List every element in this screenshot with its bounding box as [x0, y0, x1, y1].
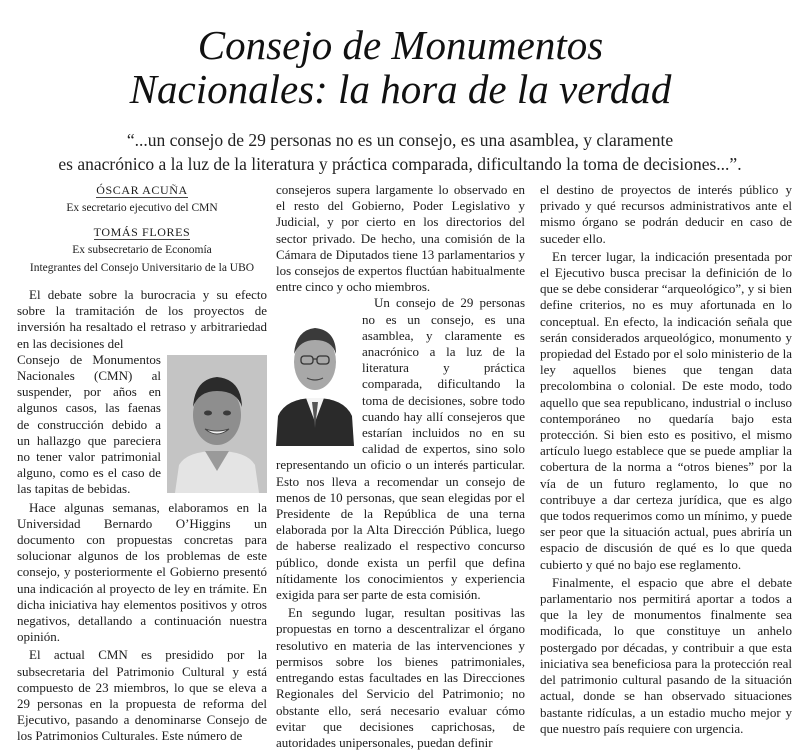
paragraph: Un consejo de 29 personas no es un consejo, es una asamblea, y claramente es anacrónico a la luz de la literatura y práctica comparada, dificultando la toma de decisiones, sobre todo cuando hay allí consejeros que estarían incluidos no en su calidad de expertos, sino solo representando un oficio o un interés particular. Esto nos lleva a recomendar un consejo de menos de 10 personas, que sean elegidas por el Presidente de la República de una terna elaborada por la Alta Dirección Pública, luego de haberse realizado el respectivo concurso público, donde exista un perfil que defina nítidamente los conocimientos y experiencia exigida para ser parte de esta comisión. [276, 295, 525, 603]
column-2 [276, 182, 525, 751]
author-photo-middle [276, 298, 354, 446]
pull-quote-line-1: “...un consejo de 29 personas no es un consejo, es una asamblea, y claramente [126, 130, 674, 150]
authors-affiliation: Integrantes del Consejo Universitario de la UBO [29, 262, 255, 274]
headline-line-2: Nacionales: la hora de la verdad [129, 66, 672, 112]
paragraph: consejeros supera largamente lo observado en el resto del Gobierno, Poder Legislativo y Judicial, y por cierto en los directorios del sector privado. De hecho, una comisión de la Cámara de Diputados tiene 13 parlamentarios y los consejos de expertos fluctúan habitualmente entre cinco y ocho miembros. [276, 182, 525, 295]
author-role-1: Ex secretario ejecutivo del CMN [66, 202, 218, 214]
author-name-1: ÓSCAR ACUÑA [96, 183, 188, 197]
column-1 [17, 182, 267, 745]
column-3 [540, 182, 792, 737]
paragraph: Finalmente, el espacio que abre el debate parlamentario nos permitirá aportar a todos a que la ley de monumentos finalmente sea modificada, lo que constituye un anhelo postergado por décadas, y contribuir a que esta iniciativa sea beneficiosa para la protección real del patrimonio cultural pasando de la situación actual, donde se han observado situaciones bastante ridículas, a un estadio mucho mejor y que nuestro país requiere con urgencia. [540, 574, 792, 736]
paragraph: El actual CMN es presidido por la subsecretaria del Patrimonio Cultural y está compuesto de 23 miembros, lo que se eleva a 29 personas en la propuesta de reforma del Ejecutivo, pasando a denominarse Consejo de los Patrimonios Culturales. Este número de [17, 647, 267, 744]
portrait-oscar-acuna [167, 355, 267, 493]
portrait-tomas-flores [276, 298, 354, 446]
author-role-2: Ex subsecretario de Economía [72, 244, 212, 256]
pull-quote-line-2: es anacrónico a la luz de la literatura y práctica comparada, dificultando la toma de decisiones...”. [58, 154, 742, 174]
author-photo-left [167, 355, 267, 493]
paragraph: Hace algunas semanas, elaboramos en la Universidad Bernardo O’Higgins un documento con propuestas concretas para solucionar algunos de los problemas de este consejo, y posteriormente el Gobierno presentó una indicación al proyecto de ley en trámite. En dicha iniciativa hay elementos positivos y otros negativos, detallando a continuación nuestra opinión. [17, 499, 267, 645]
paragraph: Consejo de Monumentos Nacionales (CMN) al suspender, por años en algunos casos, las faenas de construcción debido a un hallazgo que pareciera no tener valor patrimonial alguno, como es el caso de las tapitas de bebidas. [17, 351, 161, 497]
paragraph: el destino de proyectos de interés público y privado y qué recursos administrativos ante el mismo órgano se podrán deducir en caso de suceder ello. [540, 182, 792, 246]
author-name-2: TOMÁS FLORES [93, 225, 191, 239]
headline-line-1: Consejo de Monumentos [197, 22, 604, 68]
paragraph: El debate sobre la burocracia y su efecto sobre la tramitación de los proyectos de inversión ha resaltado el retraso y arbitrariedad en las decisiones del [17, 287, 267, 351]
paragraph: En tercer lugar, la indicación presentada por el Ejecutivo busca precisar la definición de lo que se debe considerar “arqueológico”, y si bien define criterios, no es muy afortunada en lo conceptual. En efecto, la indicación señala que serán considerados arqueológico, monumento y propiedad del Estado por el solo ministerio de la ley aquellos bienes que tengan data precolombina o colonial. De este modo, todo aquello que sea republicano, industrial o incluso contemporáneo no quedaría bajo esta protección. Si bien esto es positivo, el mismo artículo luego establece que se puede ampliar la cobertura de la norma a “otros bienes” por la vía de un futuro reglamento, lo que no contribuye a dar certeza jurídica, que es algo que todos requerimos como un mínimo, y puede ser peor que la situación actual, pues abriría un espacio de discusión de qué es lo que queda cubierto y qué no bajo ese reglamento. [540, 248, 792, 572]
paragraph: En segundo lugar, resultan positivas las propuestas en torno a descentralizar el órgano resolutivo en materia de las intervenciones y permisos sobre los bienes patrimoniales, entregando estas facultades en las Direcciones Regionales del Servicio del Patrimonio; no obstante ello, será necesario evaluar cómo evitar que decisiones caprichosas, de autoridades unipersonales, puedan definir [276, 605, 525, 750]
byline [17, 182, 267, 276]
